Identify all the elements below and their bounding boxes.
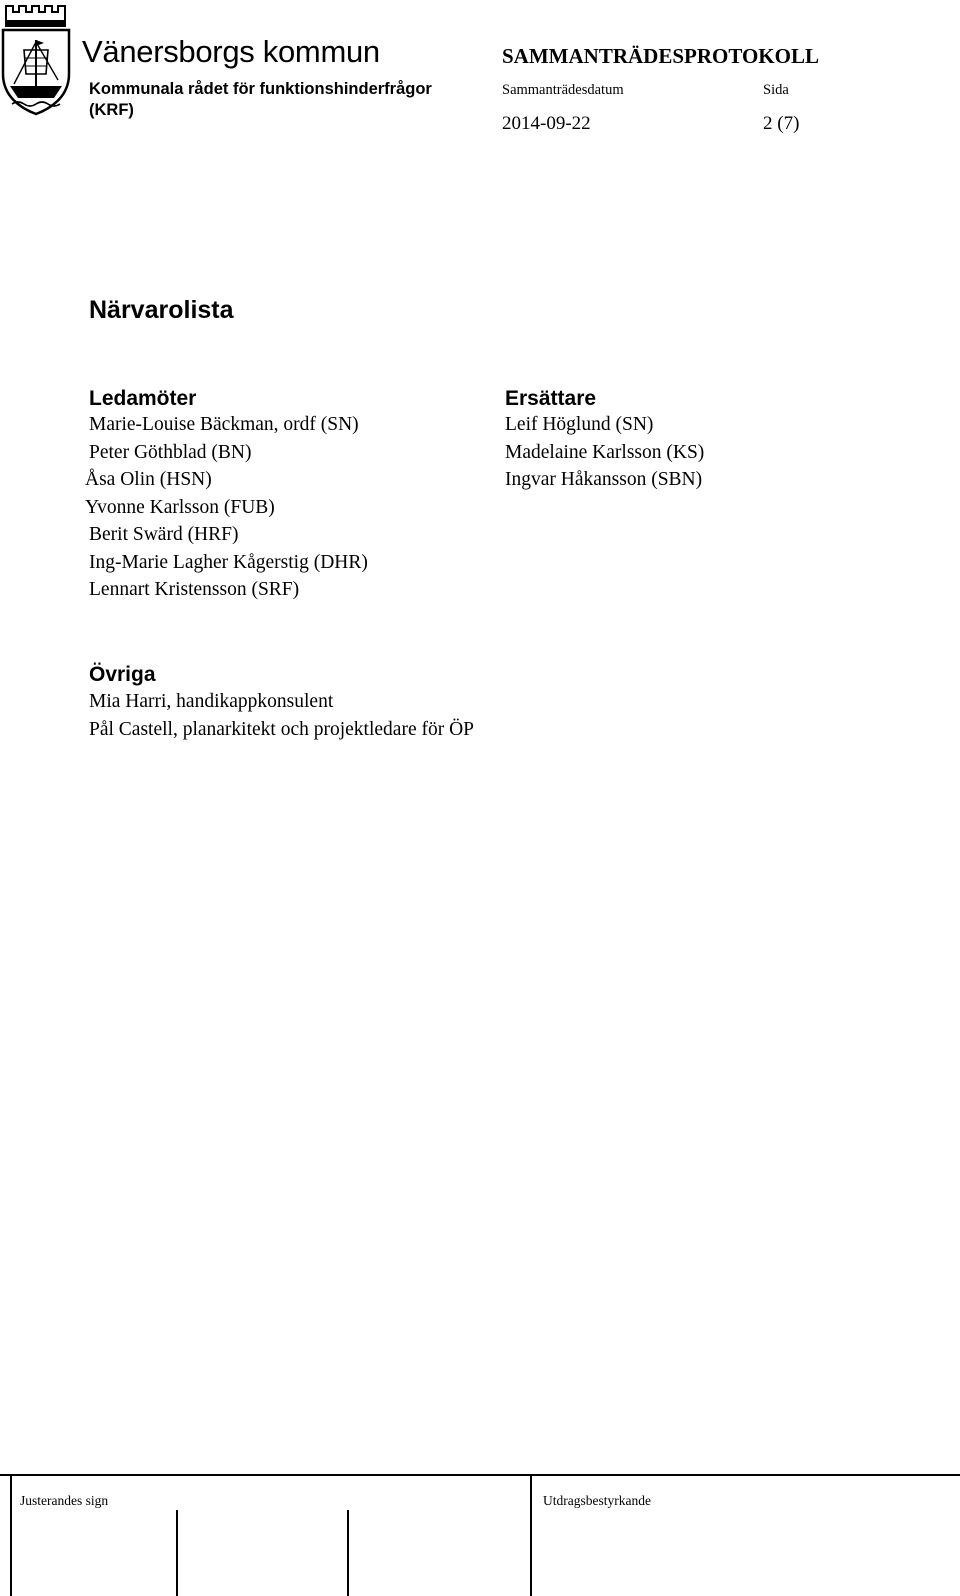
list-item: Peter Göthblad (BN)	[89, 441, 252, 463]
others-heading: Övriga	[89, 663, 156, 686]
substitutes-list	[505, 411, 704, 494]
municipality-name: Vänersborgs kommun	[82, 34, 380, 69]
list-item: Mia Harri, handikappkonsulent	[89, 691, 334, 712]
members-list	[85, 411, 368, 604]
page-number: 2 (7)	[763, 113, 800, 134]
list-item: Leif Höglund (SN)	[505, 414, 654, 435]
list-item: Marie-Louise Bäckman, ordf (SN)	[89, 414, 359, 435]
footer-divider-vertical	[10, 1475, 12, 1596]
members-heading: Ledamöter	[89, 387, 197, 410]
committee-name: Kommunala rådet för funktionshinderfrågor	[89, 80, 432, 98]
footer-divider	[0, 1474, 960, 1476]
list-item: Pål Castell, planarkitekt och projektledare för ÖP	[89, 718, 475, 740]
committee-abbreviation: (KRF)	[89, 101, 134, 119]
page-title: Närvarolista	[89, 296, 234, 324]
meeting-date-label: Sammanträdesdatum	[502, 82, 624, 98]
page-label: Sida	[763, 82, 789, 98]
list-item: Yvonne Karlsson (FUB)	[85, 496, 275, 518]
signature-box-divider	[347, 1510, 349, 1596]
list-item: Ing-Marie Lagher Kågerstig (DHR)	[89, 551, 368, 573]
footer-divider-vertical	[530, 1475, 532, 1596]
substitutes-heading: Ersättare	[505, 387, 597, 410]
municipality-coat-of-arms-icon	[0, 0, 72, 118]
others-list	[89, 688, 474, 743]
list-item: Ingvar Håkansson (SBN)	[505, 469, 703, 490]
signature-box-divider	[176, 1510, 178, 1596]
list-item: Lennart Kristensson (SRF)	[89, 579, 300, 600]
document-type: SAMMANTRÄDESPROTOKOLL	[502, 44, 819, 68]
list-item: Madelaine Karlsson (KS)	[505, 441, 705, 463]
list-item: Berit Swärd (HRF)	[89, 524, 239, 545]
list-item: Åsa Olin (HSN)	[85, 469, 212, 490]
meeting-date-value: 2014-09-22	[502, 113, 591, 134]
adjuster-signature-label: Justerandes sign	[20, 1493, 109, 1508]
extract-certification-label: Utdragsbestyrkande	[543, 1493, 651, 1508]
